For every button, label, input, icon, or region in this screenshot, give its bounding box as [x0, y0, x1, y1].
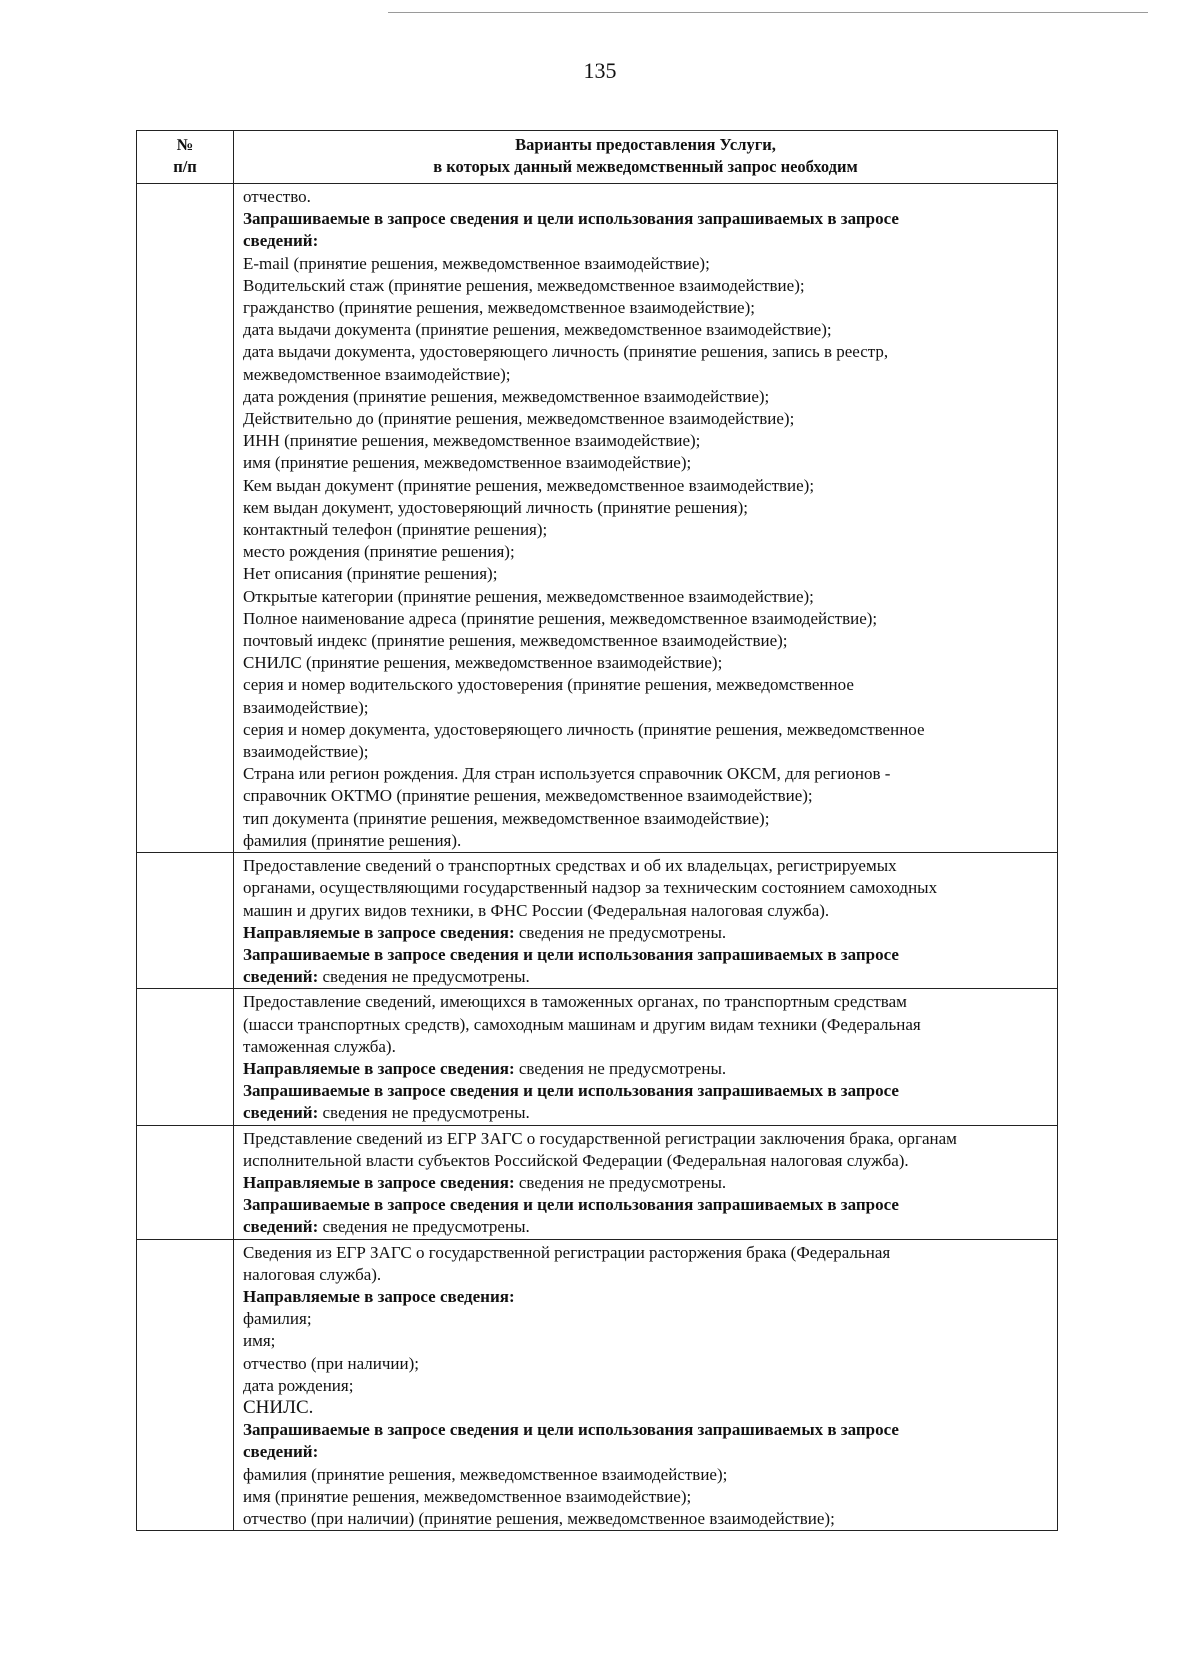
text-line — [243, 1242, 1051, 1264]
table-row — [137, 989, 1058, 1125]
text-line — [243, 1128, 1051, 1150]
line-text: отчество (при наличии); — [243, 1353, 419, 1373]
text-line — [243, 1286, 1051, 1308]
table-row — [137, 184, 1058, 853]
line-text: сведения не предусмотрены. — [514, 922, 727, 942]
line-text: Представление сведений из ЕГР ЗАГС о государственной регистрации заключения брака, органам — [243, 1128, 957, 1148]
line-text: СНИЛС. — [243, 1396, 314, 1418]
text-line — [243, 253, 1051, 275]
line-text: имя (принятие решения, межведомственное взаимодействие); — [243, 1486, 692, 1506]
text-line — [243, 1464, 1051, 1486]
bold-text: Запрашиваемые в запросе сведения и цели использования запрашиваемых в запросе — [243, 1420, 899, 1440]
line-text: E-mail (принятие решения, межведомственное взаимодействие); — [243, 253, 710, 273]
line-text: отчество (при наличии) (принятие решения, межведомственное взаимодействие); — [243, 1508, 835, 1528]
text-line — [243, 719, 1051, 741]
bold-text: сведений: — [243, 1442, 319, 1462]
line-text: почтовый индекс (принятие решения, межведомственное взаимодействие); — [243, 631, 788, 651]
line-text: взаимодействие); — [243, 742, 369, 762]
row-number-cell — [137, 1239, 234, 1531]
row-text-cell — [234, 853, 1058, 989]
line-text: таможенная служба). — [243, 1036, 396, 1056]
text-line — [243, 1375, 1051, 1397]
line-text: место рождения (принятие решения); — [243, 542, 515, 562]
line-text: тип документа (принятие решения, межведомственное взаимодействие); — [243, 808, 770, 828]
text-line — [243, 630, 1051, 652]
text-line — [243, 297, 1051, 319]
text-line — [243, 1036, 1051, 1058]
text-line — [243, 763, 1051, 785]
table-row — [137, 853, 1058, 989]
text-line — [243, 319, 1051, 341]
table-row — [137, 1239, 1058, 1531]
top-rule — [388, 12, 1148, 13]
line-text: сведения не предусмотрены. — [318, 1217, 530, 1237]
text-line — [243, 1308, 1051, 1330]
text-line — [243, 877, 1051, 899]
row-number-cell — [137, 184, 234, 853]
row-text — [234, 1240, 1057, 1531]
header-number-line1: № — [176, 135, 194, 154]
line-text: сведения не предусмотрены. — [318, 967, 530, 987]
text-line — [243, 922, 1051, 944]
text-line — [243, 1508, 1051, 1530]
text-line — [243, 1194, 1051, 1216]
text-line — [243, 452, 1051, 474]
text-line — [243, 808, 1051, 830]
bold-label: сведений: — [243, 1217, 319, 1237]
text-line — [243, 1058, 1051, 1080]
row-text — [234, 1126, 1057, 1239]
text-line — [243, 341, 1051, 363]
services-table — [136, 130, 1058, 1531]
line-text: дата рождения; — [243, 1375, 354, 1395]
line-text: дата выдачи документа (принятие решения, межведомственное взаимодействие); — [243, 320, 832, 340]
row-number-cell — [137, 989, 234, 1125]
line-text: ИНН (принятие решения, межведомственное взаимодействие); — [243, 431, 701, 451]
bold-text: Запрашиваемые в запросе сведения и цели использования запрашиваемых в запросе — [243, 1195, 899, 1215]
table-row — [137, 1125, 1058, 1239]
line-text: фамилия; — [243, 1309, 312, 1329]
page-number: 135 — [583, 58, 617, 83]
row-text-cell — [234, 989, 1058, 1125]
line-text: Действительно до (принятие решения, межведомственное взаимодействие); — [243, 409, 795, 429]
line-text: машин и других видов техники, в ФНС России (Федеральная налоговая служба). — [243, 900, 830, 920]
text-line — [243, 1102, 1051, 1124]
text-line — [243, 900, 1051, 922]
bold-text: Запрашиваемые в запросе сведения и цели использования запрашиваемых в запросе — [243, 1081, 899, 1101]
text-line — [243, 785, 1051, 807]
line-text: налоговая служба). — [243, 1264, 382, 1284]
bold-text: Запрашиваемые в запросе сведения и цели использования запрашиваемых в запросе — [243, 209, 899, 229]
line-text: исполнительной власти субъектов Российской Федерации (Федеральная налоговая служба). — [243, 1150, 909, 1170]
line-text: кем выдан документ, удостоверяющий личность (принятие решения); — [243, 497, 748, 517]
line-text: фамилия (принятие решения). — [243, 830, 462, 850]
bold-label: Направляемые в запросе сведения: — [243, 1058, 515, 1078]
header-variants — [234, 131, 1058, 184]
text-line — [243, 1080, 1051, 1102]
text-line — [243, 408, 1051, 430]
row-text-cell — [234, 184, 1058, 853]
text-line — [243, 830, 1051, 852]
text-line — [243, 1172, 1051, 1194]
header-variants-line1: Варианты предоставления Услуги, — [515, 135, 776, 154]
line-text: взаимодействие); — [243, 697, 369, 717]
text-line — [243, 1441, 1051, 1463]
text-line — [243, 1353, 1051, 1375]
line-text: имя (принятие решения, межведомственное взаимодействие); — [243, 453, 692, 473]
text-line — [243, 991, 1051, 1013]
bold-label: сведений: — [243, 1103, 319, 1123]
text-line — [243, 1216, 1051, 1238]
table-header-row — [137, 131, 1058, 184]
line-text: серия и номер водительского удостоверения (принятие решения, межведомственное — [243, 675, 854, 695]
text-line — [243, 364, 1051, 386]
row-text-cell — [234, 1239, 1058, 1531]
text-line — [243, 186, 1051, 208]
line-text: Страна или регион рождения. Для стран используется справочник ОКСМ, для регионов - — [243, 764, 891, 784]
text-line — [243, 741, 1051, 763]
line-text: гражданство (принятие решения, межведомственное взаимодействие); — [243, 298, 755, 318]
row-number-cell — [137, 853, 234, 989]
text-line — [243, 563, 1051, 585]
text-line — [243, 944, 1051, 966]
line-text: Предоставление сведений о транспортных средствах и об их владельцах, регистрируемых — [243, 856, 897, 876]
text-line — [243, 1264, 1051, 1286]
text-line — [243, 275, 1051, 297]
bold-label: сведений: — [243, 967, 319, 987]
text-line — [243, 230, 1051, 252]
line-text: контактный телефон (принятие решения); — [243, 520, 548, 540]
line-text: межведомственное взаимодействие); — [243, 364, 511, 384]
bold-label: Направляемые в запросе сведения: — [243, 922, 515, 942]
line-text: серия и номер документа, удостоверяющего личность (принятие решения, межведомственное — [243, 719, 925, 739]
line-text: сведения не предусмотрены. — [514, 1172, 727, 1192]
row-number-cell — [137, 1125, 234, 1239]
line-text: имя; — [243, 1331, 276, 1351]
text-line — [243, 519, 1051, 541]
text-line — [243, 497, 1051, 519]
text-line — [243, 1419, 1051, 1441]
text-line — [243, 674, 1051, 696]
line-text: органами, осуществляющими государственный надзор за техническим состоянием самоходных — [243, 878, 938, 898]
text-line — [243, 1330, 1051, 1352]
text-line — [243, 966, 1051, 988]
header-variants-line2: в которых данный межведомственный запрос необходим — [433, 156, 858, 176]
text-line — [243, 697, 1051, 719]
text-line — [243, 386, 1051, 408]
bold-text: сведений: — [243, 231, 319, 251]
header-number — [137, 131, 234, 184]
text-line — [243, 586, 1051, 608]
text-line — [243, 430, 1051, 452]
text-line — [243, 1014, 1051, 1036]
line-text: Водительский стаж (принятие решения, межведомственное взаимодействие); — [243, 275, 805, 295]
bold-text: Запрашиваемые в запросе сведения и цели использования запрашиваемых в запросе — [243, 944, 899, 964]
text-line — [243, 1397, 1051, 1419]
line-text: Полное наименование адреса (принятие решения, межведомственное взаимодействие); — [243, 608, 878, 628]
text-line — [243, 855, 1051, 877]
line-text: Нет описания (принятие решения); — [243, 564, 498, 584]
line-text: Сведения из ЕГР ЗАГС о государственной регистрации расторжения брака (Федеральная — [243, 1242, 891, 1262]
line-text: дата рождения (принятие решения, межведомственное взаимодействие); — [243, 386, 770, 406]
line-text: дата выдачи документа, удостоверяющего личность (принятие решения, запись в реестр, — [243, 342, 889, 362]
row-text-cell — [234, 1125, 1058, 1239]
header-number-line2: п/п — [173, 156, 197, 176]
text-line — [243, 541, 1051, 563]
text-line — [243, 1486, 1051, 1508]
line-text: фамилия (принятие решения, межведомственное взаимодействие); — [243, 1464, 728, 1484]
line-text: Предоставление сведений, имеющихся в таможенных органах, по транспортным средствам — [243, 992, 907, 1012]
row-text — [234, 989, 1057, 1124]
line-text: (шасси транспортных средств), самоходным машинам и другим видам техники (Федеральная — [243, 1014, 921, 1034]
bold-label: Направляемые в запросе сведения: — [243, 1172, 515, 1192]
row-text — [234, 184, 1057, 852]
row-text — [234, 853, 1057, 988]
table-body — [137, 184, 1058, 1531]
text-line — [243, 208, 1051, 230]
text-line — [243, 475, 1051, 497]
line-text: сведения не предусмотрены. — [318, 1103, 530, 1123]
text-line — [243, 608, 1051, 630]
line-text: справочник ОКТМО (принятие решения, межведомственное взаимодействие); — [243, 786, 813, 806]
line-text: Кем выдан документ (принятие решения, межведомственное взаимодействие); — [243, 475, 815, 495]
line-text: СНИЛС (принятие решения, межведомственное взаимодействие); — [243, 653, 723, 673]
line-text: Открытые категории (принятие решения, межведомственное взаимодействие); — [243, 586, 814, 606]
text-line — [243, 652, 1051, 674]
line-text: сведения не предусмотрены. — [514, 1058, 727, 1078]
bold-text: Направляемые в запросе сведения: — [243, 1286, 515, 1306]
text-line — [243, 1150, 1051, 1172]
line-text: отчество. — [243, 187, 311, 206]
